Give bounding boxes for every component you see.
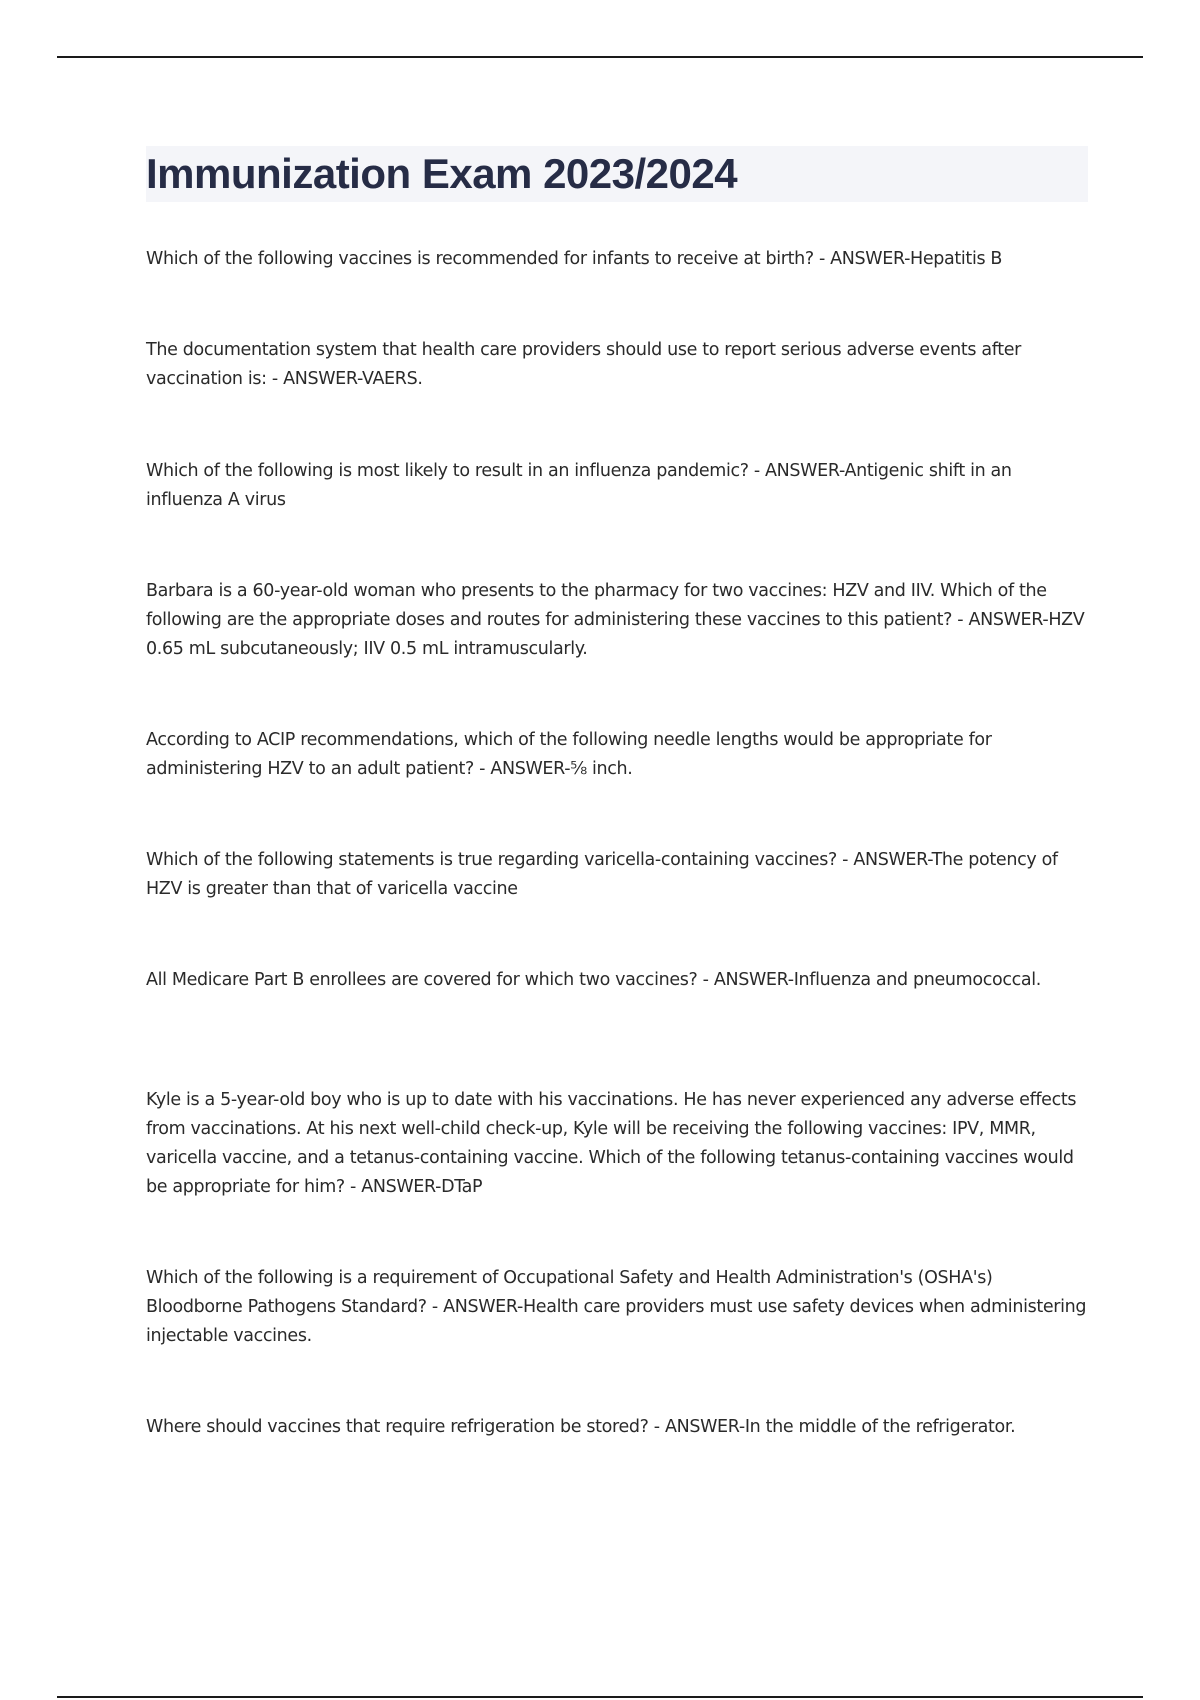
qa-item <box>146 966 1088 995</box>
qa-item <box>146 1264 1088 1351</box>
answer-text: Influenza and pneumococcal. <box>793 970 1041 990</box>
answer-separator: - ANSWER- <box>748 461 845 481</box>
answer-separator: - ANSWER- <box>648 1417 745 1437</box>
question-text: Which of the following is most likely to result in an influenza pandemic? <box>146 461 749 481</box>
answer-text: Hepatitis B <box>910 249 1003 269</box>
answer-text: HZV 0.65 mL subcutaneously; IIV 0.5 mL intramuscularly. <box>146 610 1085 659</box>
answer-separator: - ANSWER- <box>473 759 571 779</box>
question-text: Kyle is a 5-year-old boy who is up to date with his vaccinations. He has never experienced any adverse effects from vaccinations. At his next well-child check-up, Kyle will be receiving the following vaccines: IPV, MMR, varicella vaccine, and a tetanus-containing vaccine. Which of the following tetanus-containing vaccines would be appropriate for him? <box>146 1090 1077 1197</box>
question-text: All Medicare Part B enrollees are covered for which two vaccines? <box>146 970 698 990</box>
question-text: Which of the following is a requirement of Occupational Safety and Health Administration's (OSHA's) Bloodborne Pathogens Standard? <box>146 1268 993 1317</box>
question-text: According to ACIP recommendations, which of the following needle lengths would be appropriate for administering HZV to an adult patient? <box>146 730 992 779</box>
qa-item <box>146 846 1088 904</box>
qa-item <box>146 577 1088 664</box>
answer-separator: - ANSWER- <box>813 249 911 269</box>
answer-text: Antigenic shift in an influenza A virus <box>146 461 1012 510</box>
qa-item <box>146 1086 1088 1202</box>
answer-separator: - ANSWER- <box>836 850 932 870</box>
answer-text: ⅝ inch. <box>570 759 633 779</box>
answer-text: The potency of HZV is greater than that of varicella vaccine <box>146 850 1058 899</box>
qa-item <box>146 726 1088 784</box>
qa-item <box>146 457 1088 515</box>
answer-separator: - ANSWER- <box>344 1177 442 1197</box>
top-rule <box>57 56 1143 58</box>
qa-item <box>146 1413 1088 1442</box>
answer-separator: - ANSWER- <box>426 1297 523 1317</box>
answer-text: Health care providers must use safety devices when administering injectable vaccines. <box>146 1297 1087 1346</box>
answer-text: VAERS. <box>361 369 423 389</box>
question-text: Barbara is a 60-year-old woman who presents to the pharmacy for two vaccines: HZV and IIV. Which of the following are the appropriate doses and routes for administering these vaccines to this patient? <box>146 581 1047 630</box>
question-text: Which of the following statements is true regarding varicella-containing vaccines? <box>146 850 837 870</box>
question-text: Which of the following vaccines is recommended for infants to receive at birth? <box>146 249 814 269</box>
document-title: Immunization Exam 2023/2024 <box>146 150 738 197</box>
answer-text: In the middle of the refrigerator. <box>744 1417 1016 1437</box>
question-text: Where should vaccines that require refrigeration be stored? <box>146 1417 649 1437</box>
answer-separator: - ANSWER- <box>952 610 1049 630</box>
qa-item <box>146 336 1088 394</box>
answer-text: DTaP <box>441 1177 483 1197</box>
question-text: The documentation system that health care providers should use to report serious adverse events after vaccination is: <box>146 340 1021 389</box>
qa-item <box>146 245 1088 274</box>
bottom-rule <box>57 1696 1143 1698</box>
answer-separator: - ANSWER- <box>697 970 794 990</box>
answer-separator: - ANSWER- <box>266 369 362 389</box>
